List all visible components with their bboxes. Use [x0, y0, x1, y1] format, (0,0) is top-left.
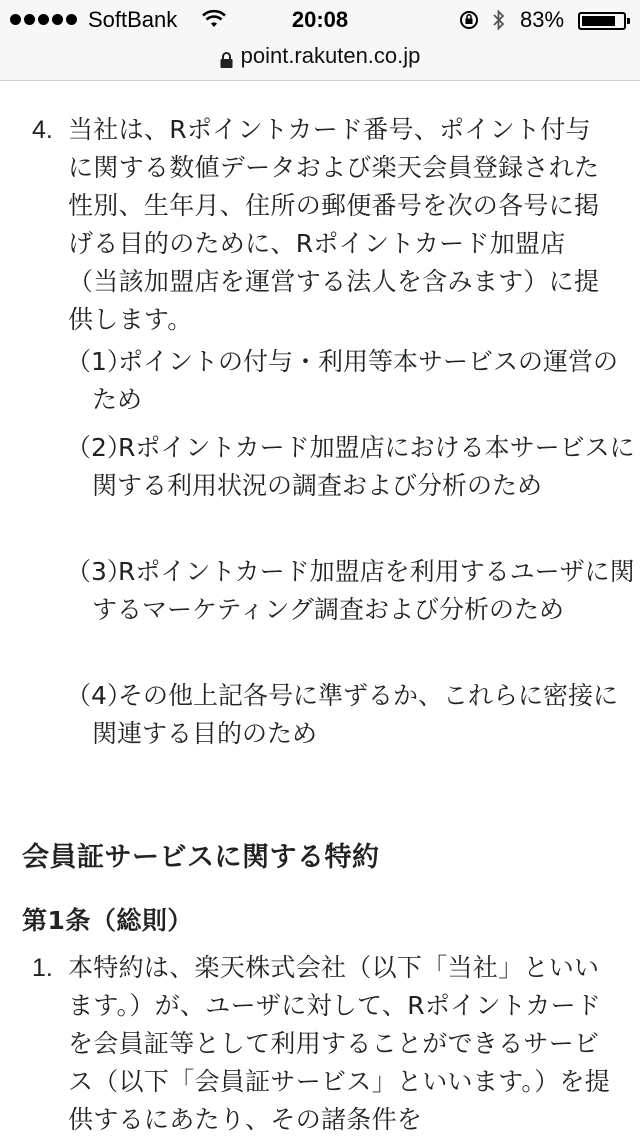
lock-icon — [220, 48, 233, 64]
battery-percent: 83% — [520, 7, 565, 32]
subclause-text: Rポイントカード加盟店における本サービスに関する利用状況の調査および分析のため — [92, 433, 635, 500]
url-bar[interactable] — [0, 40, 640, 72]
url-domain[interactable]: point.rakuten.co.jp — [240, 43, 421, 68]
subclause-text: Rポイントカード加盟店を利用するユーザに関するマーケティング調査および分析のため — [92, 557, 635, 624]
clause-text: 当社は、Rポイントカード番号、ポイント付与に関する数値データおよび楽天会員登録された性別、生年月、住所の郵便番号を次の各号に掲げる目的のために、Rポイントカード加盟店（当該加盟店を運営する法人を含みます）に提供します。 — [68, 115, 600, 334]
subclause-mark: （4） — [66, 681, 132, 710]
carrier-name: SoftBank — [88, 7, 178, 32]
subclause-mark: （2） — [66, 433, 132, 462]
status-bar — [0, 0, 640, 40]
bluetooth-icon — [492, 9, 506, 37]
section-heading: 会員証サービスに関する特約 — [22, 842, 380, 873]
battery-icon — [578, 12, 626, 30]
article-heading: 第1条（総則） — [22, 906, 193, 935]
subclause-mark: （3） — [66, 557, 132, 586]
clause-number: 4. — [32, 116, 53, 144]
subclause-text: その他上記各号に準ずるか、これらに密接に関連する目的のため — [92, 681, 619, 748]
subclause-text: ポイントの付与・利用等本サービスの運営のため — [92, 347, 619, 414]
clause-number: 1. — [32, 954, 53, 982]
rotation-lock-icon — [458, 10, 480, 36]
browser-chrome — [0, 0, 640, 81]
clause-text: 本特約は、楽天株式会社（以下「当社」といいます。）が、ユーザに対して、Rポイントカードを会員証等として利用することができるサービス（以下「会員証サービス」といいます。）を提供するにあたり、その諸条件を — [68, 953, 611, 1134]
subclause-mark: （1） — [66, 347, 132, 376]
clock: 20:08 — [291, 7, 349, 32]
